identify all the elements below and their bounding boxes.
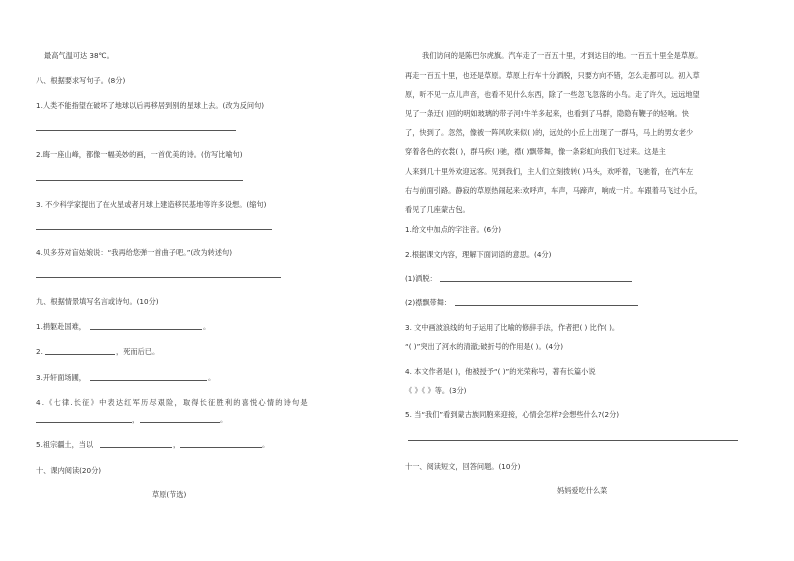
passage-line-1: 我们访问的是陈巴尔虎旗。汽车走了一百五十里，才到达目的地。一百五十里全是草原。 bbox=[422, 51, 703, 60]
reading-q2-blank-1[interactable] bbox=[440, 281, 632, 282]
section-11-title: 十一、阅读短文，回答问题。(10分) bbox=[405, 462, 521, 471]
section-10-title: 十、课内阅读(20分) bbox=[36, 466, 102, 475]
s9-question-5: 5.祖宗疆土，当以 bbox=[36, 440, 94, 449]
s9-question-3: 3.开轩面场圃， bbox=[36, 373, 86, 382]
s9-blank-5a[interactable] bbox=[100, 447, 172, 448]
s9-blank-5b[interactable] bbox=[180, 447, 262, 448]
s8-question-4: 4.贝多芬对盲姑娘说：“我再给您弹一首曲子吧。”(改为转述句) bbox=[36, 248, 233, 257]
passage-title: 草原(节选) bbox=[152, 490, 187, 499]
passage-line-7: 人来到几十里外欢迎远客。见到我们，主人们立刻拨转( )马头，欢呼着，飞驰着，在汽车左 bbox=[405, 167, 694, 176]
reading-q2-part-2: (2)襟飘带舞： bbox=[405, 298, 452, 307]
s9-question-1: 1.捐躯赴国难， bbox=[36, 322, 86, 331]
passage-line-3: 原，听不见一点儿声音，也看不见什么东西，除了一些忽飞忽落的小鸟。走了许久，远远地望 bbox=[405, 90, 700, 99]
s9-blank-4a[interactable] bbox=[36, 422, 132, 423]
top-line-text: 最高气温可达 38℃。 bbox=[44, 51, 114, 60]
s9-q1-end: 。 bbox=[203, 322, 211, 331]
s9-q3-end: 。 bbox=[208, 373, 216, 382]
passage-line-4: 见了一条迂( )回的明如玻璃的带子河!牛羊多起来，也看到了马群，隐隐有鞭子的轻响。快 bbox=[405, 109, 689, 118]
reading-question-5: 5. 当“我们”看到蒙古族同胞来迎接，心情会怎样?会想些什么?(2分) bbox=[405, 410, 620, 419]
s9-q4-end: 。 bbox=[220, 415, 228, 424]
reading-question-2: 2.根据课文内容，理解下面词语的意思。(4分) bbox=[405, 250, 552, 259]
s9-question-4: 4.《七律.长征》中表达红军历尽艰险，取得长征胜利的喜悦心情的诗句是 bbox=[36, 398, 309, 407]
passage-line-5: 了，快到了。忽然，像被一阵风吹来似( )的，远处的小丘上出现了一群马，马上的男女老少 bbox=[405, 128, 694, 137]
reading-question-3: 3. 文中画波浪线的句子运用了比喻的修辞手法，作者把( ) 比作( )。 bbox=[405, 323, 620, 332]
passage-line-9: 看见了几座蒙古包。 bbox=[405, 205, 470, 214]
s9-blank-2[interactable] bbox=[45, 354, 115, 355]
s9-blank-4b[interactable] bbox=[140, 422, 220, 423]
s9-q5-comma: ， bbox=[173, 440, 181, 449]
s9-q2-number: 2. bbox=[36, 347, 43, 356]
s9-q5-end: 。 bbox=[262, 440, 270, 449]
passage-line-8: 右与前面引路。静寂的草原热闹起来:欢呼声，车声，马蹄声，响成一片。车跟着马飞过小丘， bbox=[405, 186, 703, 195]
reading-question-3-cont: “( )”突出了河水的清澈;破折号的作用是( )。(4分) bbox=[405, 342, 564, 351]
reading-question-4-cont: 《 》《 》等。(3分) bbox=[405, 386, 467, 395]
reading-question-1: 1.给文中加点的字注音。(6分) bbox=[405, 225, 502, 234]
section-9-title: 九、根据情景填写名言或诗句。(10分) bbox=[36, 297, 159, 306]
s8-question-3: 3. 不少科学家提出了在火星或者月球上建造移民基地等许多设想。(缩句) bbox=[36, 200, 267, 209]
s8-answer-line-4[interactable] bbox=[36, 277, 281, 278]
s8-answer-line-1[interactable] bbox=[36, 130, 236, 131]
s8-question-1: 1.人类不能指望在破坏了地球以后再移居到别的星球上去。(改为反问句) bbox=[36, 101, 265, 110]
passage-line-2: 再走一百五十里，也还是草原。草原上行车十分洒脱，只要方向不错，怎么走都可以。初入草 bbox=[405, 71, 700, 80]
section-8-title: 八、根据要求写句子。(8分) bbox=[36, 76, 126, 85]
reading-q2-blank-2[interactable] bbox=[455, 305, 638, 306]
s8-question-2: 2.晦一座山峰，都像一幅美妙的画，一首优美的诗。(仿写比喻句) bbox=[36, 150, 243, 159]
s8-answer-line-3[interactable] bbox=[36, 229, 272, 230]
s9-blank-3[interactable] bbox=[90, 380, 207, 381]
s9-blank-1[interactable] bbox=[90, 329, 202, 330]
s9-question-2: ，死而后已。 bbox=[116, 347, 160, 356]
passage-2-title: 妈妈爱吃什么菜 bbox=[557, 486, 608, 495]
passage-line-6: 穿着各色的衣裳( )，群马疾( )驰，襟( )飘带舞，像一条彩虹向我们飞过来。这是主 bbox=[405, 147, 666, 156]
reading-question-4: 4. 本文作者是( )，他被授予“( )”的光荣称号，著有长篇小说 bbox=[405, 367, 596, 376]
s9-q4-comma: ， bbox=[132, 415, 140, 424]
s8-answer-line-2[interactable] bbox=[36, 180, 243, 181]
reading-q5-answer-line[interactable] bbox=[408, 440, 738, 441]
reading-q2-part-1: (1)洒脱： bbox=[405, 274, 437, 283]
